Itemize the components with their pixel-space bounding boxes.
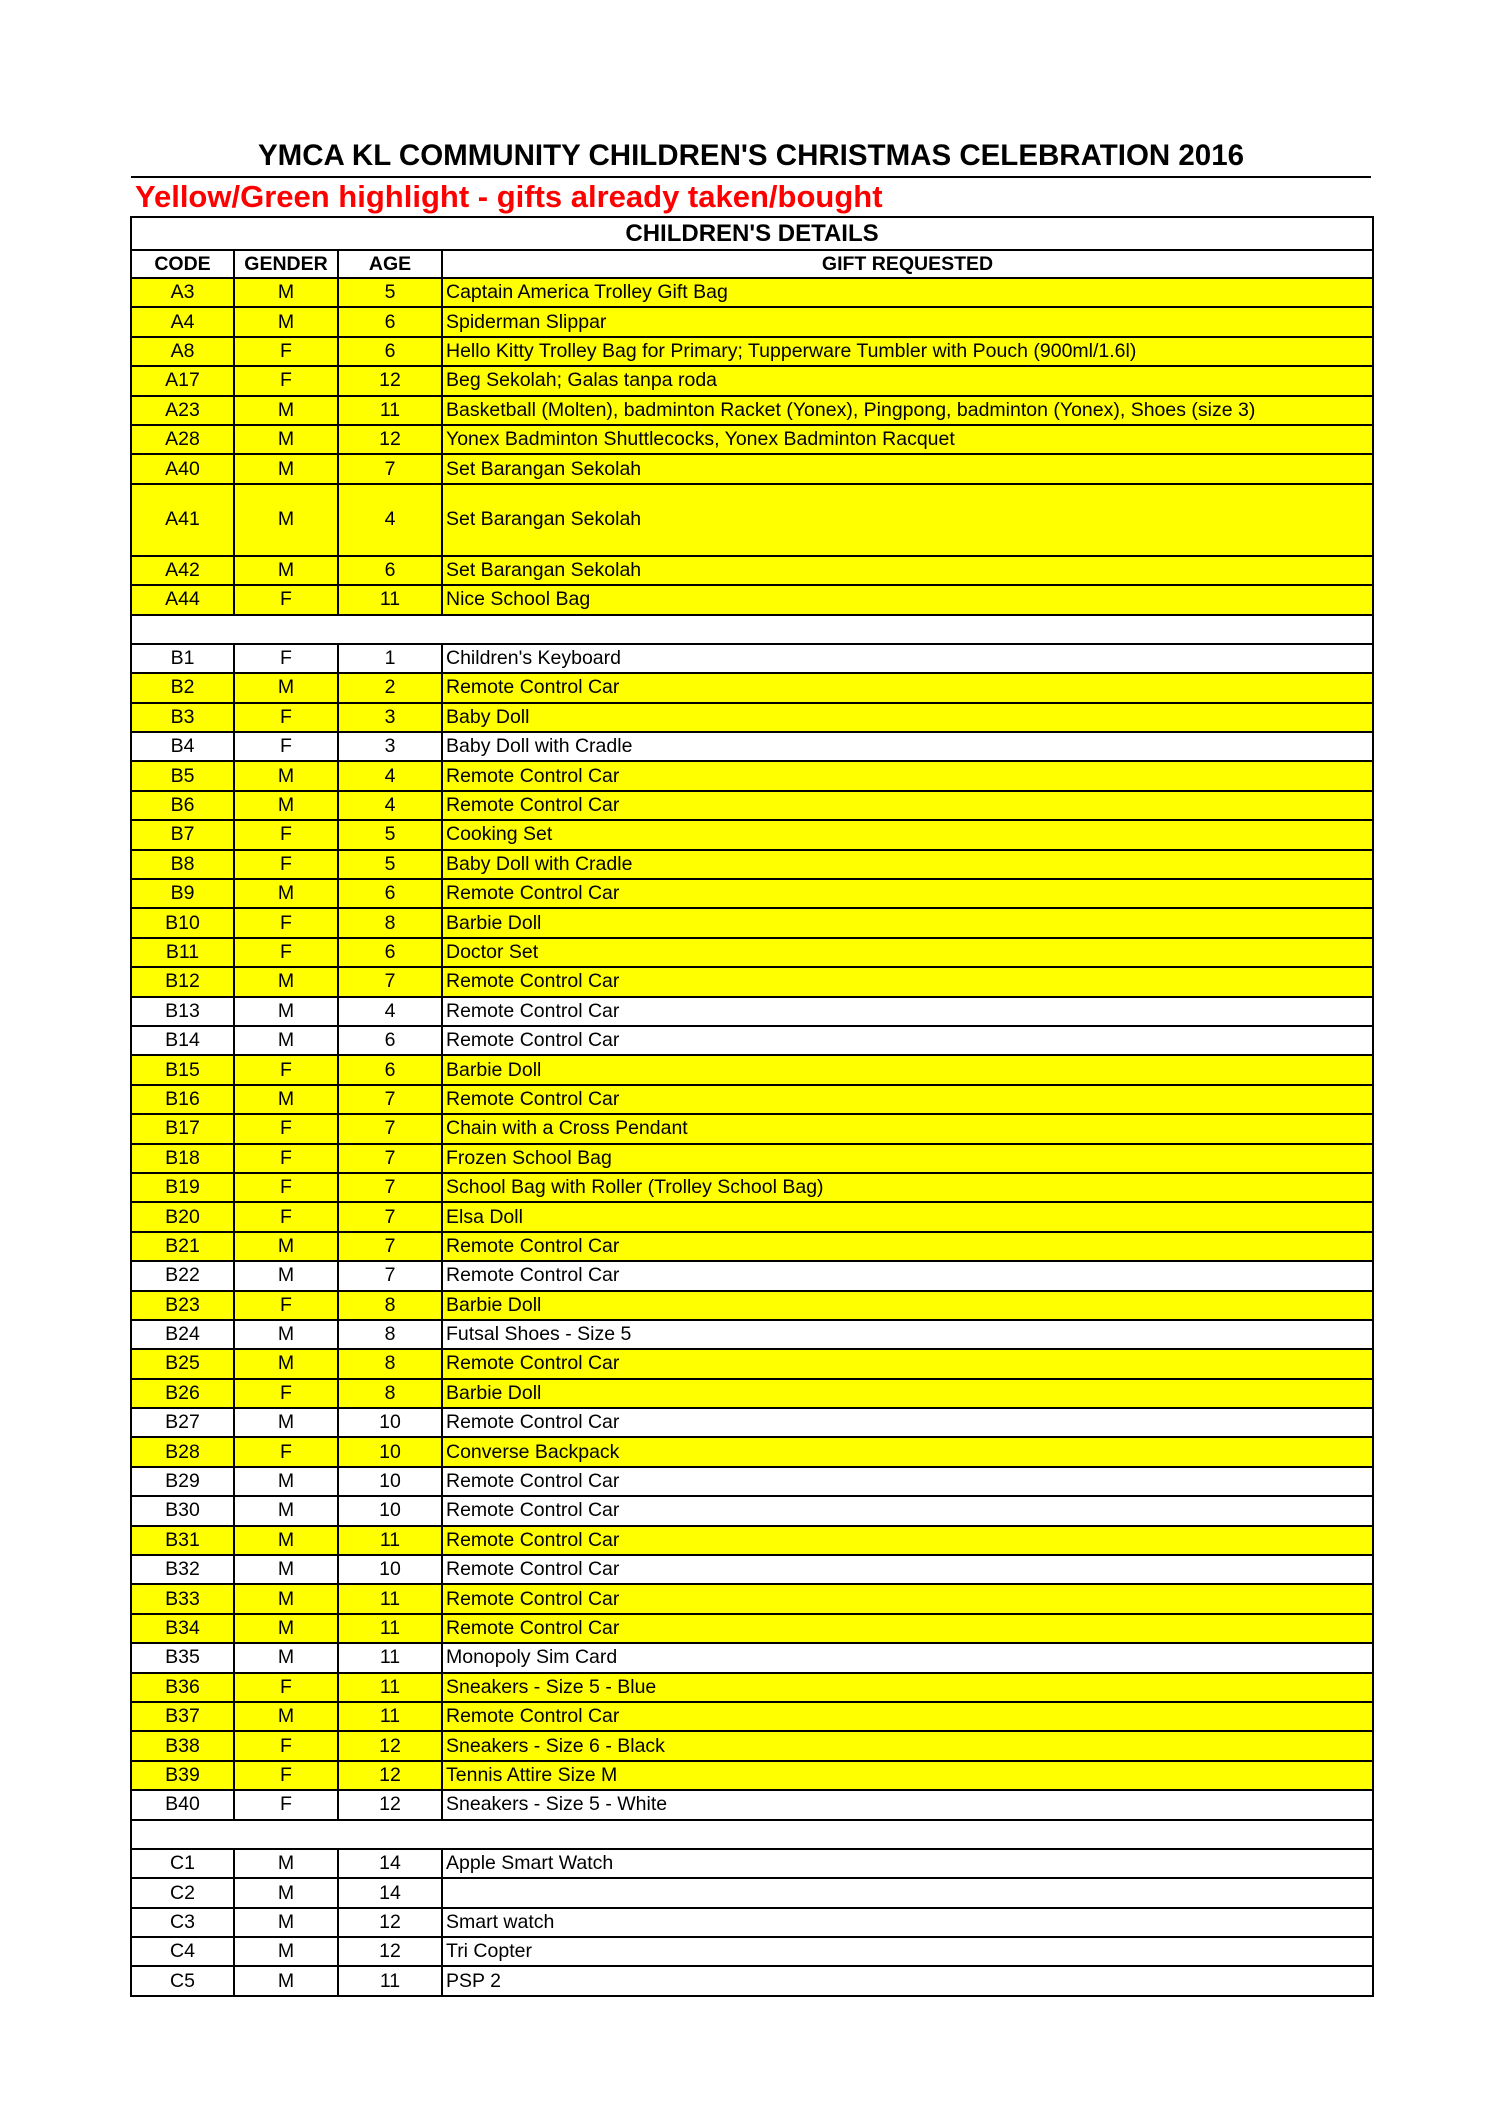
code-cell: B22 bbox=[131, 1261, 234, 1290]
table-row bbox=[131, 732, 1373, 761]
code-cell: B18 bbox=[131, 1144, 234, 1173]
table-row bbox=[131, 1966, 1373, 1995]
code-cell: B10 bbox=[131, 908, 234, 937]
table-row bbox=[131, 1614, 1373, 1643]
gift-cell: PSP 2 bbox=[442, 1966, 1373, 1995]
age-cell: 10 bbox=[338, 1555, 442, 1584]
column-header-gender: GENDER bbox=[234, 250, 338, 278]
gender-cell: M bbox=[234, 1261, 338, 1290]
age-cell: 7 bbox=[338, 1114, 442, 1143]
gender-cell: F bbox=[234, 1114, 338, 1143]
gender-cell: M bbox=[234, 1085, 338, 1114]
code-cell: B39 bbox=[131, 1761, 234, 1790]
code-cell: B6 bbox=[131, 791, 234, 820]
age-cell: 8 bbox=[338, 1320, 442, 1349]
gender-cell: F bbox=[234, 1437, 338, 1466]
code-cell: B20 bbox=[131, 1202, 234, 1231]
age-cell: 4 bbox=[338, 997, 442, 1026]
code-cell: B31 bbox=[131, 1526, 234, 1555]
gift-cell: Futsal Shoes - Size 5 bbox=[442, 1320, 1373, 1349]
table-row bbox=[131, 1496, 1373, 1525]
gender-cell: M bbox=[234, 1614, 338, 1643]
age-cell: 7 bbox=[338, 454, 442, 483]
table-row bbox=[131, 791, 1373, 820]
age-cell: 3 bbox=[338, 732, 442, 761]
code-cell: B38 bbox=[131, 1731, 234, 1760]
code-cell: B1 bbox=[131, 644, 234, 673]
age-cell: 10 bbox=[338, 1408, 442, 1437]
gift-cell: Remote Control Car bbox=[442, 673, 1373, 702]
gender-cell: M bbox=[234, 278, 338, 307]
age-cell: 7 bbox=[338, 1144, 442, 1173]
gender-cell: F bbox=[234, 820, 338, 849]
code-cell: A8 bbox=[131, 337, 234, 366]
code-cell: B17 bbox=[131, 1114, 234, 1143]
gift-cell: Monopoly Sim Card bbox=[442, 1643, 1373, 1672]
gender-cell: F bbox=[234, 732, 338, 761]
table-row bbox=[131, 673, 1373, 702]
gender-cell: M bbox=[234, 1878, 338, 1907]
gift-cell: Yonex Badminton Shuttlecocks, Yonex Badminton Racquet bbox=[442, 425, 1373, 454]
code-cell: B19 bbox=[131, 1173, 234, 1202]
gender-cell: M bbox=[234, 967, 338, 996]
table-row bbox=[131, 1526, 1373, 1555]
gift-cell: Set Barangan Sekolah bbox=[442, 454, 1373, 483]
table-row bbox=[131, 278, 1373, 307]
table-row bbox=[131, 1702, 1373, 1731]
gender-cell: M bbox=[234, 1966, 338, 1995]
gender-cell: F bbox=[234, 1790, 338, 1819]
code-cell: B23 bbox=[131, 1291, 234, 1320]
legend-note: Yellow/Green highlight - gifts already taken/bought bbox=[135, 179, 883, 214]
table-row bbox=[131, 1467, 1373, 1496]
age-cell: 6 bbox=[338, 1055, 442, 1084]
age-cell: 3 bbox=[338, 703, 442, 732]
table-row bbox=[131, 1555, 1373, 1584]
gift-cell: Sneakers - Size 5 - White bbox=[442, 1790, 1373, 1819]
age-cell: 7 bbox=[338, 1085, 442, 1114]
gift-cell: Children's Keyboard bbox=[442, 644, 1373, 673]
gender-cell: F bbox=[234, 644, 338, 673]
gender-cell: M bbox=[234, 454, 338, 483]
gift-cell: Smart watch bbox=[442, 1908, 1373, 1937]
table-row bbox=[131, 879, 1373, 908]
gift-cell: Baby Doll with Cradle bbox=[442, 732, 1373, 761]
gift-cell: Remote Control Car bbox=[442, 1555, 1373, 1584]
table-row bbox=[131, 1790, 1373, 1819]
gender-cell: M bbox=[234, 307, 338, 336]
age-cell: 7 bbox=[338, 1232, 442, 1261]
gender-cell: F bbox=[234, 1379, 338, 1408]
table-row bbox=[131, 820, 1373, 849]
gift-cell: Cooking Set bbox=[442, 820, 1373, 849]
code-cell: A4 bbox=[131, 307, 234, 336]
table-row bbox=[131, 1937, 1373, 1966]
age-cell: 5 bbox=[338, 820, 442, 849]
age-cell: 12 bbox=[338, 1761, 442, 1790]
section-spacer-row bbox=[131, 615, 1373, 644]
gift-cell: Barbie Doll bbox=[442, 908, 1373, 937]
gender-cell: M bbox=[234, 396, 338, 425]
code-cell: C2 bbox=[131, 1878, 234, 1907]
gift-cell: Converse Backpack bbox=[442, 1437, 1373, 1466]
code-cell: C3 bbox=[131, 1908, 234, 1937]
gift-cell: Nice School Bag bbox=[442, 585, 1373, 614]
age-cell: 6 bbox=[338, 1026, 442, 1055]
age-cell: 11 bbox=[338, 1584, 442, 1613]
code-cell: B21 bbox=[131, 1232, 234, 1261]
code-cell: A40 bbox=[131, 454, 234, 483]
gift-cell: Remote Control Car bbox=[442, 1702, 1373, 1731]
children-details-table bbox=[130, 216, 1374, 1997]
code-cell: B11 bbox=[131, 938, 234, 967]
gender-cell: M bbox=[234, 1702, 338, 1731]
gift-cell: Remote Control Car bbox=[442, 1026, 1373, 1055]
gift-cell: Beg Sekolah; Galas tanpa roda bbox=[442, 366, 1373, 395]
age-cell: 14 bbox=[338, 1878, 442, 1907]
age-cell: 5 bbox=[338, 850, 442, 879]
code-cell: B15 bbox=[131, 1055, 234, 1084]
age-cell: 8 bbox=[338, 1379, 442, 1408]
table-row bbox=[131, 850, 1373, 879]
gender-cell: M bbox=[234, 1908, 338, 1937]
gender-cell: F bbox=[234, 1173, 338, 1202]
table-row bbox=[131, 997, 1373, 1026]
table-row bbox=[131, 307, 1373, 336]
table-row bbox=[131, 1731, 1373, 1760]
gender-cell: M bbox=[234, 484, 338, 556]
gift-cell: Remote Control Car bbox=[442, 761, 1373, 790]
table-row bbox=[131, 1173, 1373, 1202]
age-cell: 7 bbox=[338, 1202, 442, 1231]
age-cell: 11 bbox=[338, 1526, 442, 1555]
gift-cell: Doctor Set bbox=[442, 938, 1373, 967]
gift-cell: Remote Control Car bbox=[442, 1085, 1373, 1114]
column-header-code: CODE bbox=[131, 250, 234, 278]
section-spacer-row bbox=[131, 1820, 1373, 1849]
age-cell: 11 bbox=[338, 1673, 442, 1702]
code-cell: B12 bbox=[131, 967, 234, 996]
gender-cell: M bbox=[234, 997, 338, 1026]
code-cell: B2 bbox=[131, 673, 234, 702]
gender-cell: M bbox=[234, 1026, 338, 1055]
gender-cell: F bbox=[234, 1202, 338, 1231]
gender-cell: F bbox=[234, 366, 338, 395]
code-cell: B7 bbox=[131, 820, 234, 849]
age-cell: 4 bbox=[338, 791, 442, 820]
gift-cell: Spiderman Slippar bbox=[442, 307, 1373, 336]
table-row bbox=[131, 1878, 1373, 1907]
code-cell: B32 bbox=[131, 1555, 234, 1584]
gift-cell: Remote Control Car bbox=[442, 1526, 1373, 1555]
gift-cell: Remote Control Car bbox=[442, 967, 1373, 996]
age-cell: 6 bbox=[338, 879, 442, 908]
age-cell: 12 bbox=[338, 425, 442, 454]
age-cell: 11 bbox=[338, 585, 442, 614]
age-cell: 11 bbox=[338, 1966, 442, 1995]
table-row bbox=[131, 1349, 1373, 1378]
table-row bbox=[131, 1908, 1373, 1937]
gender-cell: F bbox=[234, 1291, 338, 1320]
table-row bbox=[131, 1379, 1373, 1408]
gender-cell: M bbox=[234, 1643, 338, 1672]
age-cell: 12 bbox=[338, 1908, 442, 1937]
code-cell: B3 bbox=[131, 703, 234, 732]
code-cell: A28 bbox=[131, 425, 234, 454]
age-cell: 7 bbox=[338, 967, 442, 996]
table-row bbox=[131, 938, 1373, 967]
gift-cell: Tri Copter bbox=[442, 1937, 1373, 1966]
table-row bbox=[131, 1026, 1373, 1055]
table-row bbox=[131, 703, 1373, 732]
age-cell: 4 bbox=[338, 484, 442, 556]
table-row bbox=[131, 1291, 1373, 1320]
table-row bbox=[131, 644, 1373, 673]
gender-cell: M bbox=[234, 1232, 338, 1261]
code-cell: C4 bbox=[131, 1937, 234, 1966]
age-cell: 2 bbox=[338, 673, 442, 702]
table-row bbox=[131, 1584, 1373, 1613]
gift-cell: Basketball (Molten), badminton Racket (Yonex), Pingpong, badminton (Yonex), Shoes (size 3) bbox=[442, 396, 1373, 425]
age-cell: 11 bbox=[338, 1614, 442, 1643]
gift-cell: Chain with a Cross Pendant bbox=[442, 1114, 1373, 1143]
code-cell: B27 bbox=[131, 1408, 234, 1437]
gift-cell: Baby Doll with Cradle bbox=[442, 850, 1373, 879]
gender-cell: F bbox=[234, 908, 338, 937]
gift-cell: Set Barangan Sekolah bbox=[442, 484, 1373, 556]
gift-cell: Remote Control Car bbox=[442, 879, 1373, 908]
gender-cell: F bbox=[234, 1144, 338, 1173]
gender-cell: M bbox=[234, 761, 338, 790]
gift-cell: Barbie Doll bbox=[442, 1379, 1373, 1408]
age-cell: 1 bbox=[338, 644, 442, 673]
code-cell: B40 bbox=[131, 1790, 234, 1819]
code-cell: B36 bbox=[131, 1673, 234, 1702]
gender-cell: F bbox=[234, 938, 338, 967]
gift-cell: Remote Control Car bbox=[442, 1584, 1373, 1613]
table-row bbox=[131, 1320, 1373, 1349]
gender-cell: F bbox=[234, 585, 338, 614]
code-cell: B8 bbox=[131, 850, 234, 879]
column-header-gift: GIFT REQUESTED bbox=[442, 250, 1373, 278]
gift-cell: Remote Control Car bbox=[442, 997, 1373, 1026]
gender-cell: F bbox=[234, 337, 338, 366]
gift-cell: Sneakers - Size 6 - Black bbox=[442, 1731, 1373, 1760]
gift-cell: Baby Doll bbox=[442, 703, 1373, 732]
gift-cell: Tennis Attire Size M bbox=[442, 1761, 1373, 1790]
gender-cell: M bbox=[234, 1555, 338, 1584]
code-cell: B13 bbox=[131, 997, 234, 1026]
age-cell: 7 bbox=[338, 1173, 442, 1202]
code-cell: B25 bbox=[131, 1349, 234, 1378]
table-row bbox=[131, 1261, 1373, 1290]
code-cell: B35 bbox=[131, 1643, 234, 1672]
table-row bbox=[131, 585, 1373, 614]
age-cell: 8 bbox=[338, 1349, 442, 1378]
code-cell: C1 bbox=[131, 1849, 234, 1878]
table-row bbox=[131, 967, 1373, 996]
gift-cell: Remote Control Car bbox=[442, 1232, 1373, 1261]
gift-cell: Remote Control Car bbox=[442, 1496, 1373, 1525]
gift-cell: Barbie Doll bbox=[442, 1055, 1373, 1084]
gift-cell: Remote Control Car bbox=[442, 791, 1373, 820]
table-row bbox=[131, 396, 1373, 425]
table-row bbox=[131, 1055, 1373, 1084]
table-row bbox=[131, 1408, 1373, 1437]
table-row bbox=[131, 1643, 1373, 1672]
gender-cell: M bbox=[234, 1408, 338, 1437]
table-row bbox=[131, 1232, 1373, 1261]
gender-cell: M bbox=[234, 1937, 338, 1966]
table-row bbox=[131, 425, 1373, 454]
table-row bbox=[131, 454, 1373, 483]
code-cell: A3 bbox=[131, 278, 234, 307]
code-cell: A41 bbox=[131, 484, 234, 556]
gift-cell: Remote Control Car bbox=[442, 1408, 1373, 1437]
age-cell: 10 bbox=[338, 1496, 442, 1525]
spacer-cell bbox=[131, 1820, 1373, 1849]
table-row bbox=[131, 484, 1373, 556]
gender-cell: M bbox=[234, 673, 338, 702]
age-cell: 6 bbox=[338, 337, 442, 366]
gender-cell: M bbox=[234, 556, 338, 585]
gift-cell: School Bag with Roller (Trolley School Bag) bbox=[442, 1173, 1373, 1202]
code-cell: A42 bbox=[131, 556, 234, 585]
age-cell: 6 bbox=[338, 307, 442, 336]
table-row bbox=[131, 1114, 1373, 1143]
gender-cell: M bbox=[234, 879, 338, 908]
gender-cell: M bbox=[234, 1320, 338, 1349]
code-cell: C5 bbox=[131, 1966, 234, 1995]
spacer-cell bbox=[131, 615, 1373, 644]
gift-cell: Remote Control Car bbox=[442, 1467, 1373, 1496]
column-header-age: AGE bbox=[338, 250, 442, 278]
code-cell: A44 bbox=[131, 585, 234, 614]
code-cell: B4 bbox=[131, 732, 234, 761]
code-cell: B29 bbox=[131, 1467, 234, 1496]
age-cell: 10 bbox=[338, 1467, 442, 1496]
table-row bbox=[131, 908, 1373, 937]
age-cell: 12 bbox=[338, 1790, 442, 1819]
table-row bbox=[131, 1849, 1373, 1878]
gender-cell: F bbox=[234, 1731, 338, 1760]
gender-cell: M bbox=[234, 791, 338, 820]
gender-cell: M bbox=[234, 1496, 338, 1525]
code-cell: B14 bbox=[131, 1026, 234, 1055]
age-cell: 8 bbox=[338, 1291, 442, 1320]
table-row bbox=[131, 1085, 1373, 1114]
code-cell: B33 bbox=[131, 1584, 234, 1613]
gender-cell: M bbox=[234, 1467, 338, 1496]
gift-cell: Remote Control Car bbox=[442, 1349, 1373, 1378]
gender-cell: M bbox=[234, 1584, 338, 1613]
gift-cell: Set Barangan Sekolah bbox=[442, 556, 1373, 585]
gender-cell: F bbox=[234, 1761, 338, 1790]
age-cell: 12 bbox=[338, 1731, 442, 1760]
gender-cell: M bbox=[234, 1849, 338, 1878]
age-cell: 14 bbox=[338, 1849, 442, 1878]
code-cell: B37 bbox=[131, 1702, 234, 1731]
code-cell: B5 bbox=[131, 761, 234, 790]
age-cell: 6 bbox=[338, 938, 442, 967]
age-cell: 7 bbox=[338, 1261, 442, 1290]
gift-cell bbox=[442, 1878, 1373, 1907]
age-cell: 11 bbox=[338, 1643, 442, 1672]
code-cell: B30 bbox=[131, 1496, 234, 1525]
age-cell: 4 bbox=[338, 761, 442, 790]
gift-cell: Frozen School Bag bbox=[442, 1144, 1373, 1173]
gift-cell: Remote Control Car bbox=[442, 1261, 1373, 1290]
table-row bbox=[131, 337, 1373, 366]
gift-cell: Captain America Trolley Gift Bag bbox=[442, 278, 1373, 307]
gift-cell: Barbie Doll bbox=[442, 1291, 1373, 1320]
age-cell: 10 bbox=[338, 1437, 442, 1466]
code-cell: A23 bbox=[131, 396, 234, 425]
gift-cell: Hello Kitty Trolley Bag for Primary; Tupperware Tumbler with Pouch (900ml/1.6l) bbox=[442, 337, 1373, 366]
age-cell: 5 bbox=[338, 278, 442, 307]
page-title: YMCA KL COMMUNITY CHILDREN'S CHRISTMAS CELEBRATION 2016 bbox=[257, 139, 1245, 172]
gender-cell: F bbox=[234, 850, 338, 879]
gift-cell: Apple Smart Watch bbox=[442, 1849, 1373, 1878]
code-cell: B28 bbox=[131, 1437, 234, 1466]
table-row bbox=[131, 1761, 1373, 1790]
age-cell: 12 bbox=[338, 1937, 442, 1966]
table-body bbox=[131, 278, 1373, 1996]
gender-cell: F bbox=[234, 1673, 338, 1702]
gender-cell: F bbox=[234, 703, 338, 732]
table-row bbox=[131, 556, 1373, 585]
gender-cell: M bbox=[234, 1349, 338, 1378]
code-cell: B16 bbox=[131, 1085, 234, 1114]
code-cell: B34 bbox=[131, 1614, 234, 1643]
table-row bbox=[131, 1144, 1373, 1173]
age-cell: 6 bbox=[338, 556, 442, 585]
code-cell: A17 bbox=[131, 366, 234, 395]
age-cell: 12 bbox=[338, 366, 442, 395]
code-cell: B24 bbox=[131, 1320, 234, 1349]
gift-cell: Elsa Doll bbox=[442, 1202, 1373, 1231]
section-title: CHILDREN'S DETAILS bbox=[131, 217, 1373, 250]
table-row bbox=[131, 761, 1373, 790]
gender-cell: M bbox=[234, 1526, 338, 1555]
code-cell: B26 bbox=[131, 1379, 234, 1408]
age-cell: 11 bbox=[338, 1702, 442, 1731]
gender-cell: M bbox=[234, 425, 338, 454]
table-row bbox=[131, 1673, 1373, 1702]
table-row bbox=[131, 1437, 1373, 1466]
table-row bbox=[131, 1202, 1373, 1231]
gift-cell: Remote Control Car bbox=[442, 1614, 1373, 1643]
gender-cell: F bbox=[234, 1055, 338, 1084]
age-cell: 11 bbox=[338, 396, 442, 425]
age-cell: 8 bbox=[338, 908, 442, 937]
table-row bbox=[131, 366, 1373, 395]
gift-cell: Sneakers - Size 5 - Blue bbox=[442, 1673, 1373, 1702]
code-cell: B9 bbox=[131, 879, 234, 908]
